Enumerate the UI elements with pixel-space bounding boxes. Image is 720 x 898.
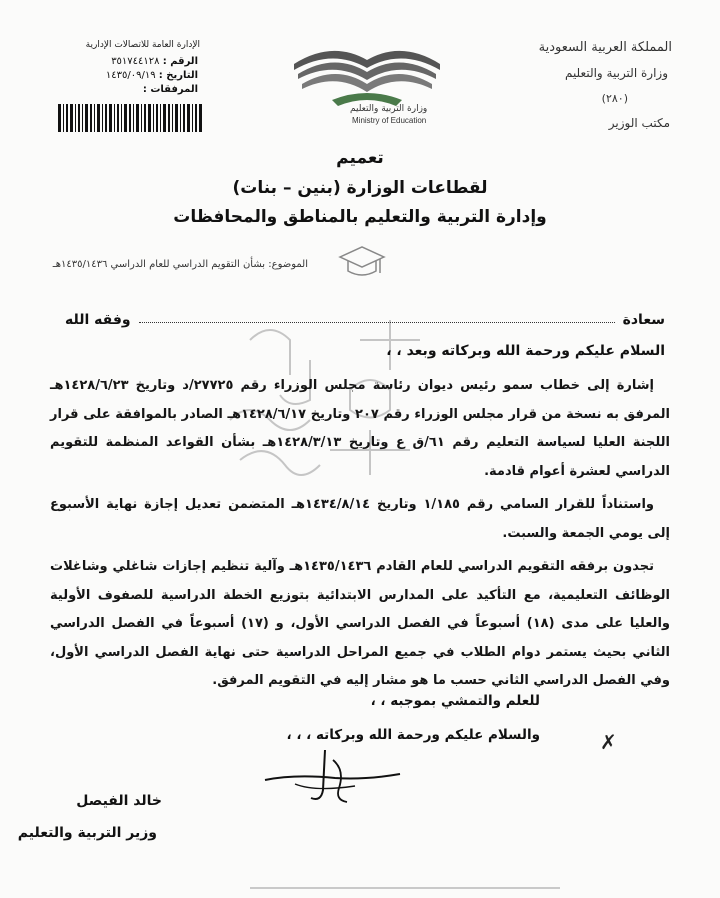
stamp-number-label: الرقم : xyxy=(162,56,198,67)
logo-ministry-ar: وزارة التربية والتعليم xyxy=(350,104,428,114)
signatory-title: وزير التربية والتعليم xyxy=(17,825,157,841)
stamp-number: ٣٥١٧٤٤١٢٨ xyxy=(111,56,160,67)
scan-artifact xyxy=(250,884,560,892)
greeting-dotted-line xyxy=(139,312,615,323)
greeting-line xyxy=(65,312,665,328)
stamp-title: الإدارة العامة للاتصالات الإدارية xyxy=(85,40,200,50)
closing-line-2: والسلام عليكم ورحمة الله وبركاته ، ، ، xyxy=(286,727,540,743)
header-ministry: وزارة التربية والتعليم xyxy=(564,66,668,80)
margin-mark: ✗ xyxy=(600,730,617,754)
salutation: السلام عليكم ورحمة الله وبركاته وبعد ، ، xyxy=(386,343,665,359)
signatory-name: خالد الفيصل xyxy=(76,793,162,809)
addressee-administration: وإدارة التربية والتعليم بالمناطق والمحافظات xyxy=(173,207,547,227)
body-paragraph-2: واستناداً للقرار السامي رقم ١/١٨٥ وتاريخ ١٤٣٤/٨/١٤هـ المتضمن تعديل إجازة نهاية الأسبوع إلى يومي الجمعة والسبت. xyxy=(50,497,670,541)
graduation-cap-icon xyxy=(336,243,388,283)
stamp-attachments-label: المرفقات : xyxy=(142,84,198,95)
header-code: (٢٨٠) xyxy=(601,92,628,105)
body-paragraph-3: تجدون برفقه التقويم الدراسي للعام القادم ١٤٣٥/١٤٣٦هـ وآلية تنظيم إجازات شاغلي وشاغلات الوظائف التعليمية، مع التأكيد على المدارس الابتدائية بتوزيع الخطة الدراسية للصفوف الأولية والعليا على مدى (١٨) أسبوعاً في الفصل الدراسي الأول، و (١٧) أسبوعاً في الفصل الدراسي الثاني بحيث يستمر دوام الطلاب في جميع المراحل الدراسية حتى نهاية الفصل الدراسي الأول، وفي الفصل الدراسي الثاني حسب ما هو مشار إليه في التقويم المرفق. xyxy=(50,559,670,688)
stamp-date: ١٤٣٥/٠٩/١٩ xyxy=(105,70,156,81)
body-paragraph-1: إشارة إلى خطاب سمو رئيس ديوان رئاسة مجلس الوزراء رقم ٢٧٧٢٥/د وتاريخ ١٤٢٨/٦/٢٣هـ المرفق به نسخة من قرار مجلس الوزراء رقم ٢٠٧ وتاريخ ١٤٢٨/٦/١٧هـ الصادر بالموافقة على قرار اللجنة العليا لسياسة التعليم رقم ٦١/ق ع وتاريخ ١٤٢٨/٣/١٣هـ بشأن القواعد المنظمة للتقويم الدراسي لعشرة أعوام قادمة. xyxy=(50,378,671,479)
stamp-date-row xyxy=(48,70,198,81)
subject-line: الموضوع: بشأن التقويم الدراسي للعام الدراسي ١٤٣٥/١٤٣٦هـ xyxy=(52,259,308,270)
stamp-date-label: التاريخ : xyxy=(158,70,198,81)
circular-heading: تعميم xyxy=(336,148,384,168)
greeting-addressee: سعادة xyxy=(622,312,665,328)
barcode xyxy=(58,104,202,132)
closing-line-1: للعلم والتمشي بموجبه ، ، xyxy=(370,693,540,709)
greeting-blessing: وفقه الله xyxy=(65,312,131,328)
stamp-attachments-row xyxy=(48,84,198,95)
letter-body xyxy=(50,372,670,696)
logo-ministry-en: Ministry of Education xyxy=(352,116,427,125)
signature-icon xyxy=(255,740,405,815)
header-office: مكتب الوزير xyxy=(608,116,670,130)
addressee-sectors: لقطاعات الوزارة (بنين – بنات) xyxy=(232,178,488,198)
header-kingdom: المملكة العربية السعودية xyxy=(538,40,672,55)
stamp-number-row xyxy=(48,56,198,67)
